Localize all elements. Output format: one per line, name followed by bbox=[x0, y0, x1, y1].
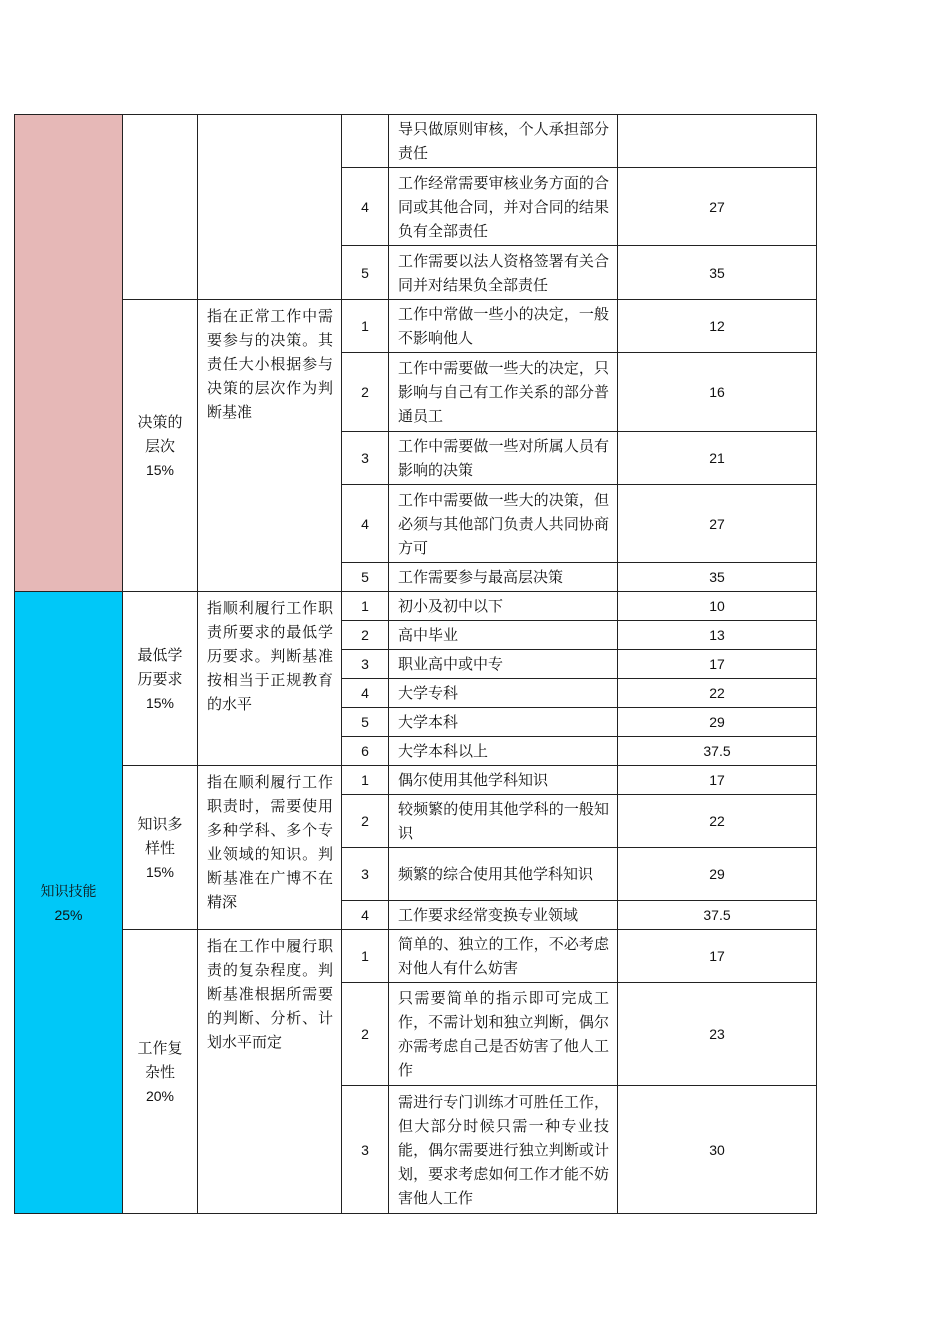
score-cell bbox=[618, 115, 817, 168]
score-cell: 21 bbox=[618, 432, 817, 485]
description-cell: 职业高中或中专 bbox=[389, 650, 618, 679]
score-cell: 29 bbox=[618, 848, 817, 901]
factor-name-line: 最低学 bbox=[137, 645, 183, 664]
score-cell: 10 bbox=[618, 592, 817, 621]
level-cell: 2 bbox=[342, 983, 389, 1086]
level-cell: 6 bbox=[342, 737, 389, 766]
category-cell-responsibility bbox=[15, 115, 123, 592]
level-cell: 2 bbox=[342, 795, 389, 848]
category-weight: 25% bbox=[54, 906, 83, 923]
description-cell: 工作需要以法人资格签署有关合同并对结果负全部责任 bbox=[389, 246, 618, 300]
description-cell: 工作要求经常变换专业领域 bbox=[389, 901, 618, 930]
level-cell bbox=[342, 115, 389, 168]
factor-weight: 15% bbox=[145, 863, 175, 880]
factor-name-line: 层次 bbox=[144, 436, 175, 455]
score-cell: 22 bbox=[618, 679, 817, 708]
description-cell: 较频繁的使用其他学科的一般知识 bbox=[389, 795, 618, 848]
level-cell: 1 bbox=[342, 766, 389, 795]
level-cell: 1 bbox=[342, 300, 389, 353]
description-cell: 初小及初中以下 bbox=[389, 592, 618, 621]
table-row bbox=[15, 592, 817, 621]
level-cell: 4 bbox=[342, 679, 389, 708]
level-cell: 5 bbox=[342, 708, 389, 737]
score-cell: 27 bbox=[618, 168, 817, 246]
description-cell: 频繁的综合使用其他学科知识 bbox=[389, 848, 618, 901]
level-cell: 4 bbox=[342, 485, 389, 563]
factor-name-complexity bbox=[123, 930, 198, 1214]
level-cell: 3 bbox=[342, 432, 389, 485]
evaluation-table bbox=[14, 114, 817, 1214]
description-cell: 偶尔使用其他学科知识 bbox=[389, 766, 618, 795]
score-cell: 16 bbox=[618, 353, 817, 432]
score-cell: 13 bbox=[618, 621, 817, 650]
factor-weight: 20% bbox=[145, 1087, 175, 1104]
description-cell: 导只做原则审核，个人承担部分责任 bbox=[389, 115, 618, 168]
level-cell: 3 bbox=[342, 848, 389, 901]
description-cell: 工作中需要做一些对所属人员有影响的决策 bbox=[389, 432, 618, 485]
description-cell: 大学本科以上 bbox=[389, 737, 618, 766]
factor-name-line: 知识多 bbox=[137, 814, 183, 833]
description-cell: 工作经常需要审核业务方面的合同或其他合同，并对合同的结果负有全部责任 bbox=[389, 168, 618, 246]
description-cell: 需进行专门训练才可胜任工作，但大部分时候只需一种专业技能，偶尔需要进行独立判断或计划，要求考虑如何工作才能不妨害他人工作 bbox=[389, 1086, 618, 1214]
factor-name-line: 样性 bbox=[144, 838, 175, 857]
description-cell: 高中毕业 bbox=[389, 621, 618, 650]
table-row bbox=[15, 766, 817, 795]
score-cell: 17 bbox=[618, 930, 817, 983]
factor-name-line: 杂性 bbox=[144, 1062, 175, 1081]
description-cell: 工作中需要做一些大的决定，只影响与自己有工作关系的部分普通员工 bbox=[389, 353, 618, 432]
factor-definition-cell bbox=[198, 115, 342, 300]
score-cell: 17 bbox=[618, 766, 817, 795]
level-cell: 2 bbox=[342, 621, 389, 650]
score-cell: 17 bbox=[618, 650, 817, 679]
factor-definition-complexity: 指在工作中履行职责的复杂程度。判断基准根据所需要的判断、分析、计划水平而定 bbox=[198, 930, 342, 1214]
level-cell: 5 bbox=[342, 563, 389, 592]
level-cell: 1 bbox=[342, 930, 389, 983]
score-cell: 37.5 bbox=[618, 901, 817, 930]
description-cell: 简单的、独立的工作，不必考虑对他人有什么妨害 bbox=[389, 930, 618, 983]
table-row bbox=[15, 930, 817, 983]
factor-name-line: 工作复 bbox=[137, 1038, 183, 1057]
level-cell: 1 bbox=[342, 592, 389, 621]
level-cell: 3 bbox=[342, 1086, 389, 1214]
factor-name-cell bbox=[123, 115, 198, 300]
factor-name-line: 决策的 bbox=[137, 412, 183, 431]
description-cell: 工作中需要做一些大的决策，但必须与其他部门负责人共同协商方可 bbox=[389, 485, 618, 563]
table-row bbox=[15, 115, 817, 168]
category-name: 知识技能 bbox=[40, 882, 97, 899]
score-cell: 29 bbox=[618, 708, 817, 737]
factor-definition-diversity: 指在顺利履行工作职责时，需要使用多种学科、多个专业领域的知识。判断基准在广博不在精深 bbox=[198, 766, 342, 930]
factor-weight: 15% bbox=[145, 461, 175, 478]
level-cell: 2 bbox=[342, 353, 389, 432]
factor-name-decision bbox=[123, 300, 198, 592]
description-cell: 工作需要参与最高层决策 bbox=[389, 563, 618, 592]
factor-weight: 15% bbox=[145, 694, 175, 711]
score-cell: 35 bbox=[618, 563, 817, 592]
description-cell: 只需要简单的指示即可完成工作，不需计划和独立判断，偶尔亦需考虑自己是否妨害了他人工作 bbox=[389, 983, 618, 1086]
category-cell-knowledge bbox=[15, 592, 123, 1214]
score-cell: 12 bbox=[618, 300, 817, 353]
level-cell: 4 bbox=[342, 168, 389, 246]
factor-definition-decision: 指在正常工作中需要参与的决策。其责任大小根据参与决策的层次作为判断基准 bbox=[198, 300, 342, 592]
score-cell: 23 bbox=[618, 983, 817, 1086]
level-cell: 5 bbox=[342, 246, 389, 300]
level-cell: 4 bbox=[342, 901, 389, 930]
factor-name-diversity bbox=[123, 766, 198, 930]
description-cell: 大学专科 bbox=[389, 679, 618, 708]
score-cell: 22 bbox=[618, 795, 817, 848]
table-row bbox=[15, 300, 817, 353]
factor-definition-education: 指顺利履行工作职责所要求的最低学历要求。判断基准按相当于正规教育的水平 bbox=[198, 592, 342, 766]
factor-name-line: 历要求 bbox=[137, 669, 183, 688]
score-cell: 30 bbox=[618, 1086, 817, 1214]
score-cell: 27 bbox=[618, 485, 817, 563]
description-cell: 工作中常做一些小的决定，一般不影响他人 bbox=[389, 300, 618, 353]
description-cell: 大学本科 bbox=[389, 708, 618, 737]
score-cell: 35 bbox=[618, 246, 817, 300]
factor-name-education bbox=[123, 592, 198, 766]
level-cell: 3 bbox=[342, 650, 389, 679]
score-cell: 37.5 bbox=[618, 737, 817, 766]
